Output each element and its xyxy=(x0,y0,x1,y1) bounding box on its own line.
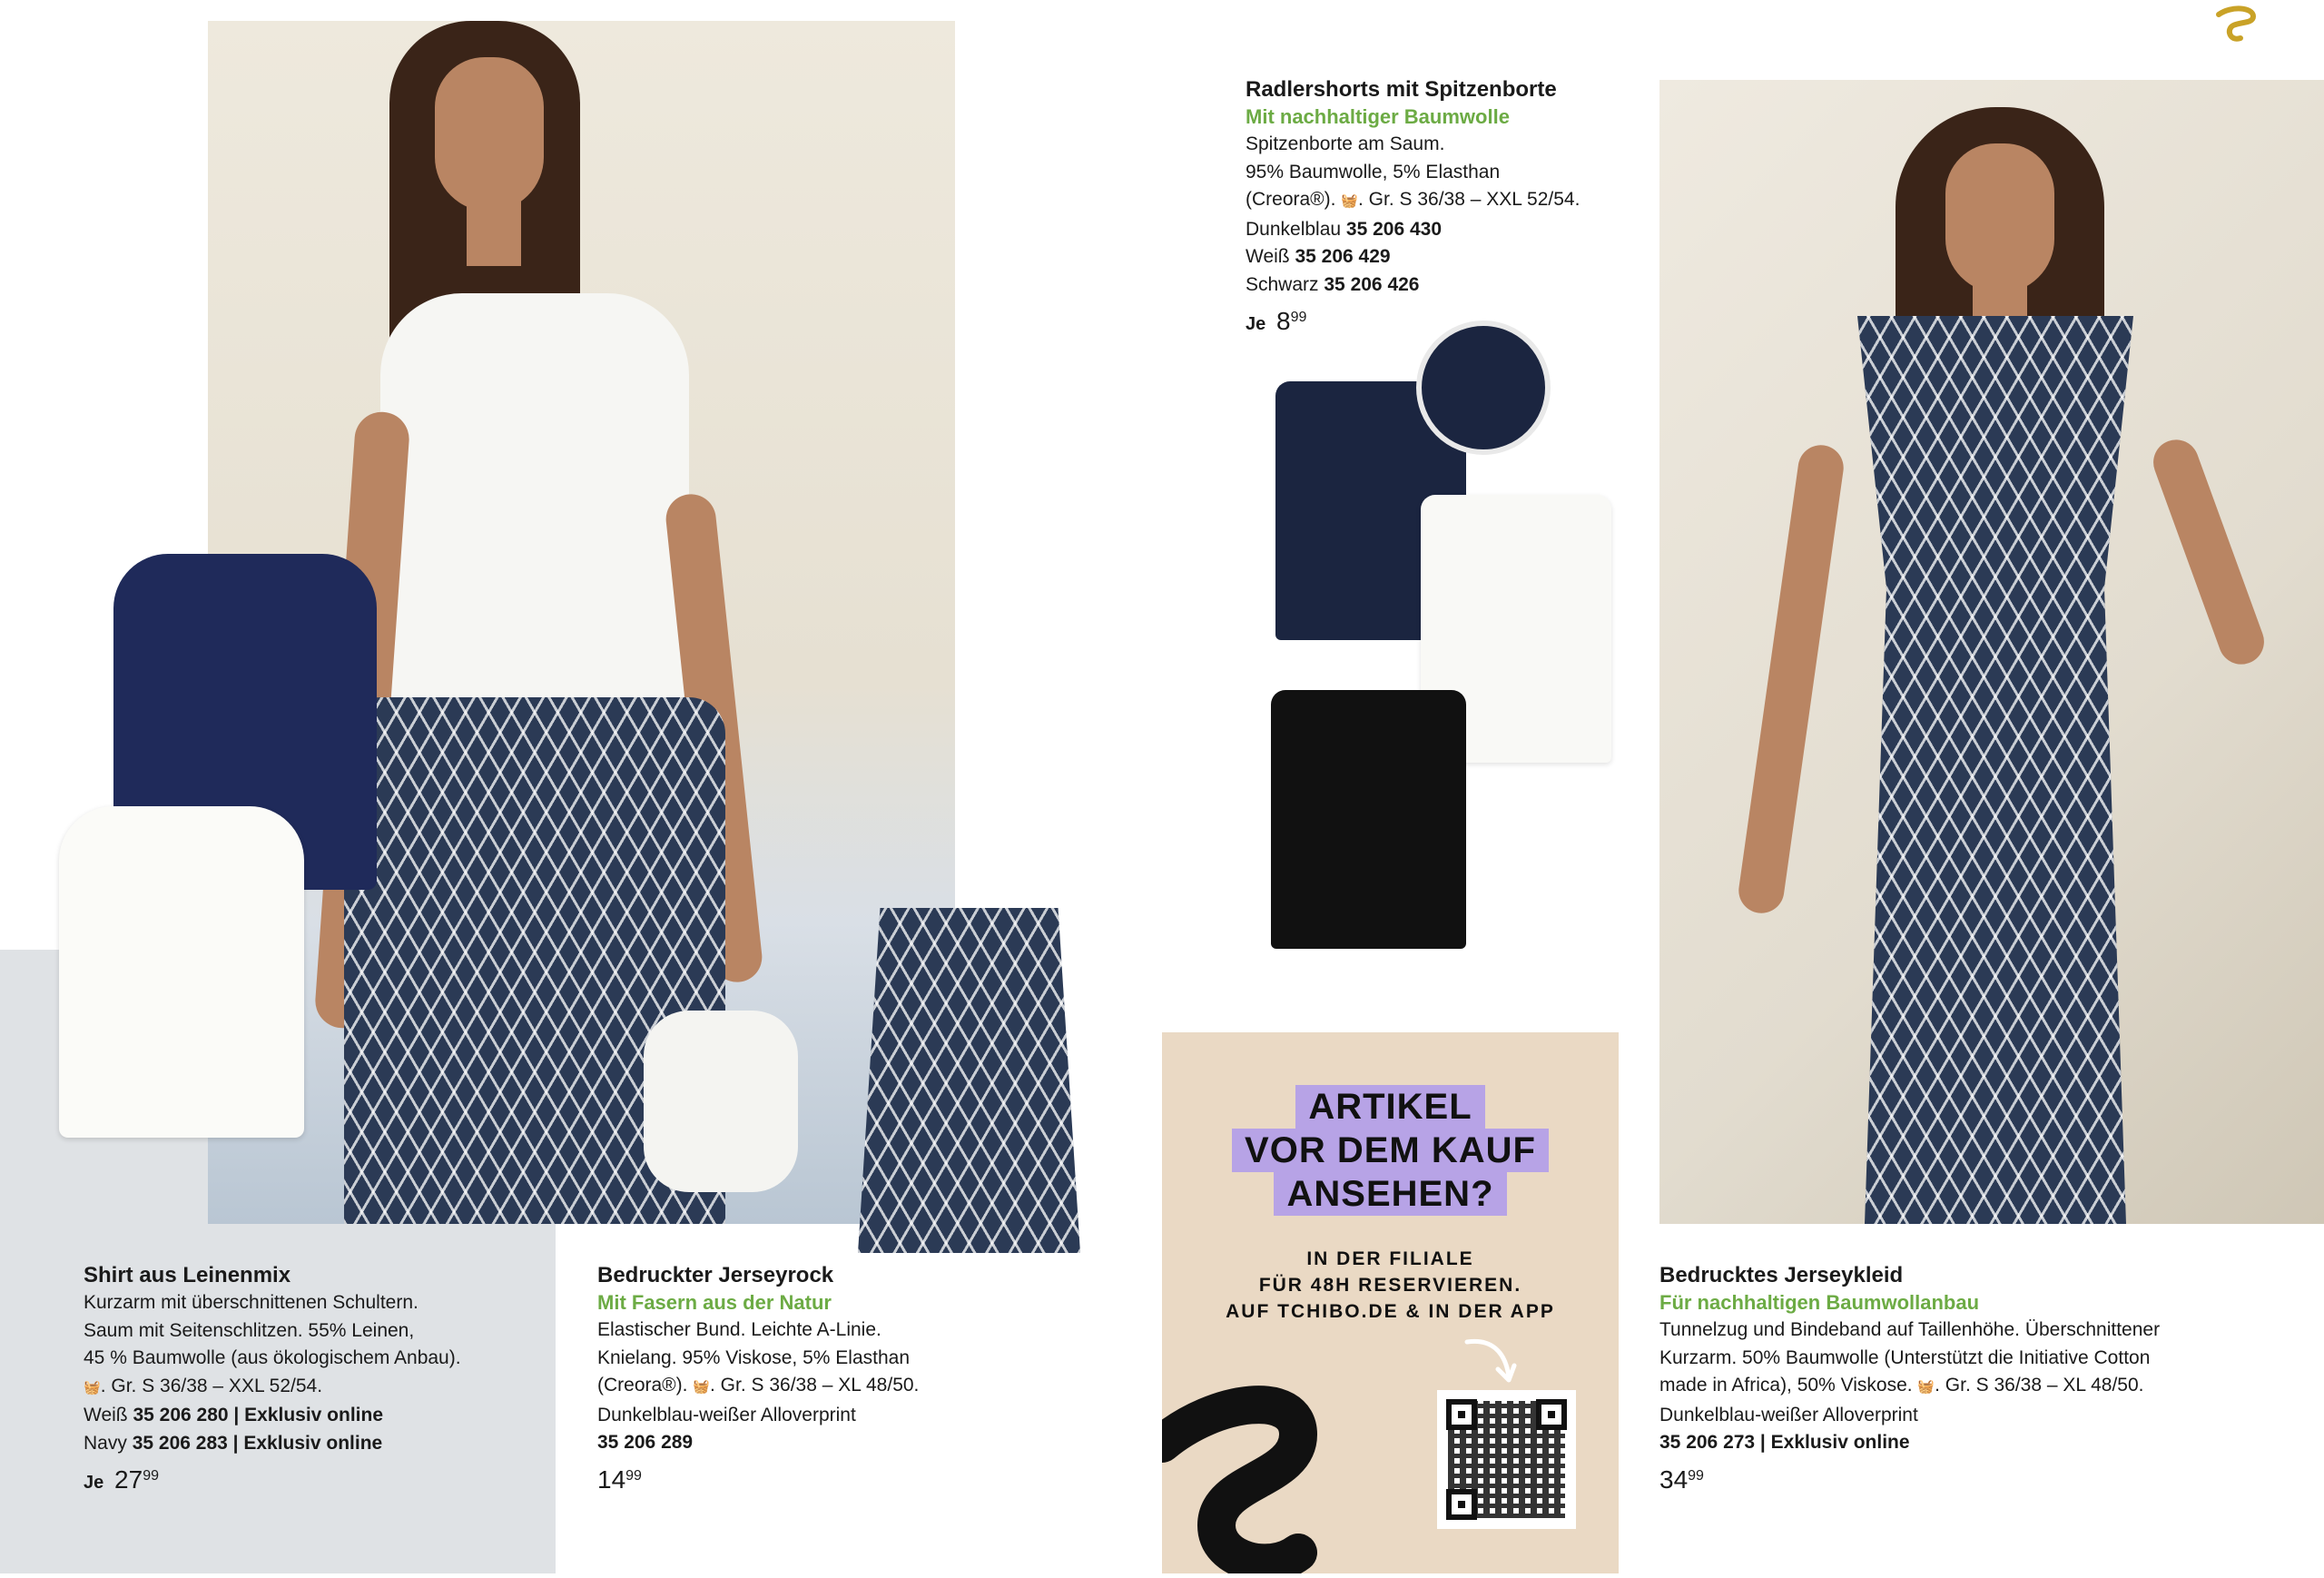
product-number: 35 206 289 xyxy=(597,1432,694,1453)
promo-headline-line3: ANSEHEN? xyxy=(1274,1172,1506,1216)
product-color: Dunkelblau-weißer Alloverprint xyxy=(597,1404,856,1425)
product-subtitle: Mit nachhaltiger Baumwolle xyxy=(1246,105,1510,128)
product-subtitle: Für nachhaltigen Baumwollanbau xyxy=(1659,1291,1980,1314)
product-desc-line: Kurzarm mit überschnittenen Schultern. xyxy=(84,1292,419,1313)
product-price: $34^{99}$ xyxy=(1659,1465,1704,1494)
tchibo-logo-icon xyxy=(2213,2,2260,47)
wash-symbol-icon: 🧺 xyxy=(1917,1379,1935,1395)
product-number: 35 206 273 | Exklusiv online xyxy=(1659,1432,1910,1453)
product-price: $14^{99}$ xyxy=(597,1465,642,1494)
wash-symbol-icon: 🧺 xyxy=(693,1379,711,1395)
product-desc-line: Kurzarm. 50% Baumwolle (Unterstützt die Initiative Cotton xyxy=(1659,1346,2151,1368)
product-size-line: (Creora®). 🧺. Gr. S 36/38 – XXL 52/54. xyxy=(1246,186,1654,216)
product-subtitle: Mit Fasern aus der Natur xyxy=(597,1291,832,1314)
variant-line: Dunkelblau 35 206 430 xyxy=(1246,218,1443,240)
tchibo-swirl-icon xyxy=(1162,1380,1398,1578)
product-skirt xyxy=(597,1261,1106,1495)
product-title: Bedrucktes Jerseykleid xyxy=(1659,1263,1904,1287)
promo-headline-line2: VOR DEM KAUF xyxy=(1232,1129,1549,1172)
product-desc-line: Tunnelzug und Bindeband auf Taillenhöhe. Überschnittener xyxy=(1659,1319,2161,1340)
product-shorts xyxy=(1246,75,1654,340)
product-size-line: (Creora®). 🧺. Gr. S 36/38 – XL 48/50. xyxy=(597,1372,1106,1402)
product-title: Shirt aus Leinenmix xyxy=(84,1263,291,1287)
promo-body xyxy=(1162,1246,1619,1325)
variant-line: Weiß 35 206 429 xyxy=(1246,246,1391,267)
variant-line: Schwarz 35 206 426 xyxy=(1246,273,1420,295)
promo-body-line1: IN DER FILIALE xyxy=(1306,1248,1474,1269)
product-desc-line: Saum mit Seitenschlitzen. 55% Leinen, xyxy=(84,1319,415,1341)
product-title: Radlershorts mit Spitzenborte xyxy=(1246,77,1557,102)
product-desc-line: 45 % Baumwolle (aus ökologischem Anbau). xyxy=(84,1347,461,1368)
model-photo-dress xyxy=(1659,80,2324,1224)
product-desc-line: Knielang. 95% Viskose, 5% Elasthan xyxy=(597,1346,910,1368)
promo-body-line3: AUF TCHIBO.DE & IN DER APP xyxy=(1226,1301,1555,1322)
variant-line: Navy 35 206 283 | Exklusiv online xyxy=(84,1432,383,1454)
promo-body-line2: FÜR 48H RESERVIEREN. xyxy=(1258,1275,1522,1296)
product-dress xyxy=(1659,1261,2295,1495)
product-price: Je $27^{99}$ xyxy=(84,1465,159,1494)
qr-code[interactable] xyxy=(1437,1390,1576,1529)
white-shirt-image xyxy=(59,806,304,1138)
product-desc-line: Spitzenborte am Saum. xyxy=(1246,133,1445,154)
lace-detail-circle-image xyxy=(1416,321,1551,455)
black-shorts-image xyxy=(1271,690,1466,949)
skirt-image xyxy=(858,908,1080,1253)
wash-symbol-icon: 🧺 xyxy=(1341,193,1359,209)
product-color: Dunkelblau-weißer Alloverprint xyxy=(1659,1404,1918,1425)
wash-symbol-icon: 🧺 xyxy=(84,1379,101,1396)
arrow-icon xyxy=(1463,1333,1518,1392)
promo-headline-line1: ARTIKEL xyxy=(1295,1085,1484,1129)
product-size-line: 🧺. Gr. S 36/38 – XXL 52/54. xyxy=(84,1373,537,1403)
variant-line: Weiß 35 206 280 | Exklusiv online xyxy=(84,1405,384,1425)
product-shirt xyxy=(84,1261,537,1498)
product-desc-line: Elastischer Bund. Leichte A-Linie. xyxy=(597,1319,881,1340)
product-size-line: made in Africa), 50% Viskose. 🧺. Gr. S 36/38 – XL 48/50. xyxy=(1659,1372,2295,1402)
product-title: Bedruckter Jerseyrock xyxy=(597,1263,834,1287)
promo-headline xyxy=(1162,1085,1619,1216)
product-price: Je $8^{99}$ xyxy=(1246,307,1307,335)
product-desc-line: 95% Baumwolle, 5% Elasthan xyxy=(1246,161,1501,182)
